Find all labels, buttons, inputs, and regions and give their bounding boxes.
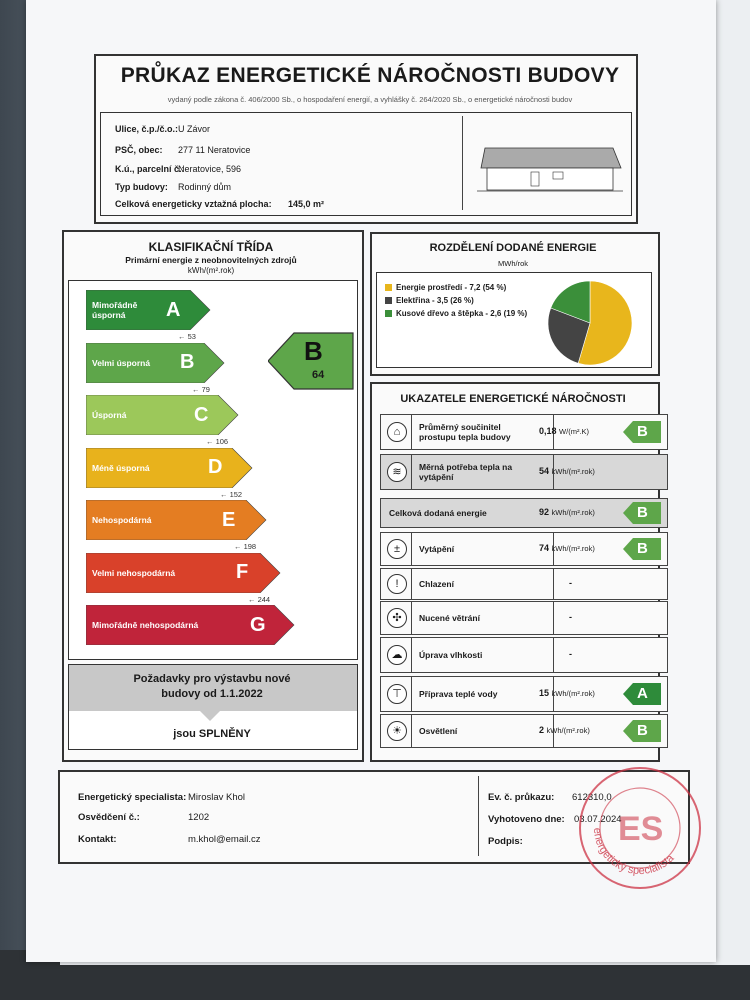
class-threshold: ← 152 [220, 489, 243, 499]
result-class-value: 64 [312, 369, 325, 381]
class-arrow-g [86, 605, 296, 645]
house-icon: ⌂ [387, 422, 407, 442]
document-subtitle: vydaný podle zákona č. 406/2000 Sb., o hospodaření energií, a vyhlášky č. 264/2020 Sb., o energetické náročnosti budov [167, 95, 573, 104]
indicator-label: Měrná potřeba tepla na vytápění [419, 462, 513, 482]
issued-value: 03.07.2024 [574, 814, 622, 825]
class-letter: E [222, 508, 236, 531]
indicator-value: 74 kWh/(m².rok) [539, 543, 595, 553]
class-arrow-d [86, 448, 254, 488]
card-number-label: Ev. č. průkazu: [488, 792, 555, 803]
thermometer-icon: ! [387, 574, 407, 594]
bulb-icon: ☀ [387, 721, 407, 741]
class-letter: A [166, 298, 181, 321]
legend-swatch [385, 284, 392, 291]
indicator-value: - [569, 578, 572, 588]
indicator-row [380, 532, 668, 566]
class-letter: F [236, 561, 249, 583]
indicator-label: Úprava vlhkosti [419, 650, 483, 660]
stamp-graphic [576, 764, 704, 892]
indicator-row [380, 568, 668, 600]
class-threshold: ← 244 [248, 594, 271, 604]
house-drawing-frame [462, 116, 627, 210]
indicator-row [380, 601, 668, 635]
parcel-value: Neratovice, 596 [178, 164, 242, 174]
heat-icon: ≋ [387, 462, 407, 482]
svg-text:energetický specialista: energetický specialista [590, 827, 677, 878]
class-label: Nehospodárná [92, 515, 152, 525]
humidity-icon: ☁ [387, 645, 407, 665]
heating-icon: ± [387, 539, 407, 559]
classification-title: KLASIFIKAČNÍ TŘÍDA [148, 240, 274, 254]
class-label: Méně úsporná [92, 462, 150, 473]
indicator-class-badge: B [623, 502, 661, 524]
contact-label: Kontakt: [78, 834, 117, 845]
legend-swatch [385, 310, 392, 317]
class-arrow-e [86, 500, 268, 540]
indicator-class-badge: A [623, 683, 661, 705]
indicator-value: 15 kWh/(m².rok) [539, 688, 595, 698]
class-threshold: ← 79 [192, 384, 210, 394]
issued-label: Vyhotoveno dne: [488, 814, 565, 825]
class-letter: G [250, 613, 266, 636]
indicator-value: 0,18 W/(m².K) [539, 426, 590, 436]
indicator-value: 2 kWh/(m².rok) [539, 725, 590, 735]
legend-label: Energie prostředí - 7,2 (54 %) [396, 283, 507, 292]
specialist-label: Energetický specialista: [78, 792, 187, 803]
tap-icon: ⊤ [387, 684, 407, 704]
classification-unit: kWh/(m².rok) [187, 266, 235, 275]
class-arrow-a [86, 290, 212, 330]
class-letter: D [208, 456, 223, 478]
type-label: Typ budovy: [115, 182, 168, 192]
footer-divider [478, 776, 479, 856]
signature-label: Podpis: [488, 836, 523, 847]
indicator-label: Nucené větrání [419, 613, 480, 623]
house-drawing [463, 116, 627, 210]
class-arrow-f [86, 553, 282, 593]
indicator-label: Vytápění [419, 544, 455, 554]
result-class-letter: B [304, 336, 323, 366]
requirement-arrow [200, 711, 220, 721]
contact-value: m.khol@email.cz [188, 834, 261, 845]
indicator-class-badge: B [623, 421, 661, 443]
class-label: Mimořádně úsporná [92, 300, 138, 320]
class-threshold: ← 106 [206, 437, 229, 446]
indicator-label: Chlazení [419, 579, 454, 589]
class-label: Mimořádně nehospodárná [92, 620, 199, 630]
indicator-row [380, 637, 668, 673]
certificate-label: Osvědčení č.: [78, 812, 140, 823]
requirement-title: Požadavky pro výstavbu nové budovy od 1.1.2022 [133, 673, 291, 700]
class-arrow-c [86, 395, 240, 435]
certificate-value: 1202 [188, 812, 210, 823]
classification-subtitle: Primární energie z neobnovitelných zdrojů [125, 255, 297, 265]
svg-text:ES: ES [618, 810, 664, 848]
class-label: Úsporná [92, 410, 127, 420]
legend-label: Elektřina - 3,5 (26 %) [396, 296, 474, 305]
class-letter: C [194, 403, 209, 426]
indicator-value: 92 kWh/(m².rok) [539, 507, 595, 517]
legend-label: Kusové dřevo a štěpka - 2,6 (19 %) [396, 309, 528, 318]
document-title: PRŮKAZ ENERGETICKÉ NÁROČNOSTI BUDOVY [120, 64, 620, 87]
indicator-row [380, 454, 668, 490]
indicator-class-badge: B [623, 538, 661, 560]
fan-icon: ✣ [387, 608, 407, 628]
class-threshold: ← 198 [234, 542, 257, 551]
area-value: 145,0 m² [288, 199, 325, 209]
energy-split-pie [544, 280, 638, 366]
requirement-result: jsou SPLNĚNY [173, 728, 251, 740]
indicators-title: UKAZATELE ENERGETICKÉ NÁROČNOSTI [400, 393, 626, 405]
indicator-row [380, 714, 668, 748]
zip-value: 277 11 Neratovice [178, 145, 251, 155]
indicator-row [380, 498, 668, 528]
indicator-label: Celková dodaná energie [389, 508, 487, 518]
legend-swatch [385, 297, 392, 304]
class-letter: B [180, 351, 195, 373]
class-label: Velmi nehospodárná [92, 567, 176, 578]
indicator-label: Příprava teplé vody [419, 689, 498, 699]
card-number-value: 612310,0 [572, 792, 612, 803]
result-class-arrow [268, 332, 354, 390]
class-label: Velmi úsporná [92, 357, 151, 368]
indicator-row [380, 676, 668, 712]
type-value: Rodinný dům [178, 182, 232, 192]
class-arrow-b [86, 343, 226, 383]
area-label: Celková energeticky vztažná plocha: [115, 199, 272, 209]
indicator-class-badge: B [623, 720, 661, 742]
street-label: Ulice, č.p./č.o.: [115, 124, 179, 134]
class-threshold: ← 53 [178, 332, 196, 341]
street-value: U Závor [178, 124, 211, 134]
parcel-label: K.ú., parcelní č.: [115, 164, 185, 174]
indicator-value: - [569, 612, 572, 622]
indicator-label: Průměrný součinitel prostupu tepla budovy [419, 422, 511, 442]
indicator-value: 54 kWh/(m².rok) [539, 466, 595, 476]
indicator-value: - [569, 649, 572, 659]
specialist-value: Miroslav Khol [188, 792, 246, 803]
indicator-label: Osvětlení [419, 726, 458, 736]
zip-label: PSČ, obec: [115, 145, 163, 155]
indicator-row [380, 414, 668, 450]
energy-split-unit: MWh/rok [498, 259, 528, 268]
specialist-stamp [576, 764, 704, 892]
energy-split-title: ROZDĚLENÍ DODANÉ ENERGIE [429, 242, 597, 254]
